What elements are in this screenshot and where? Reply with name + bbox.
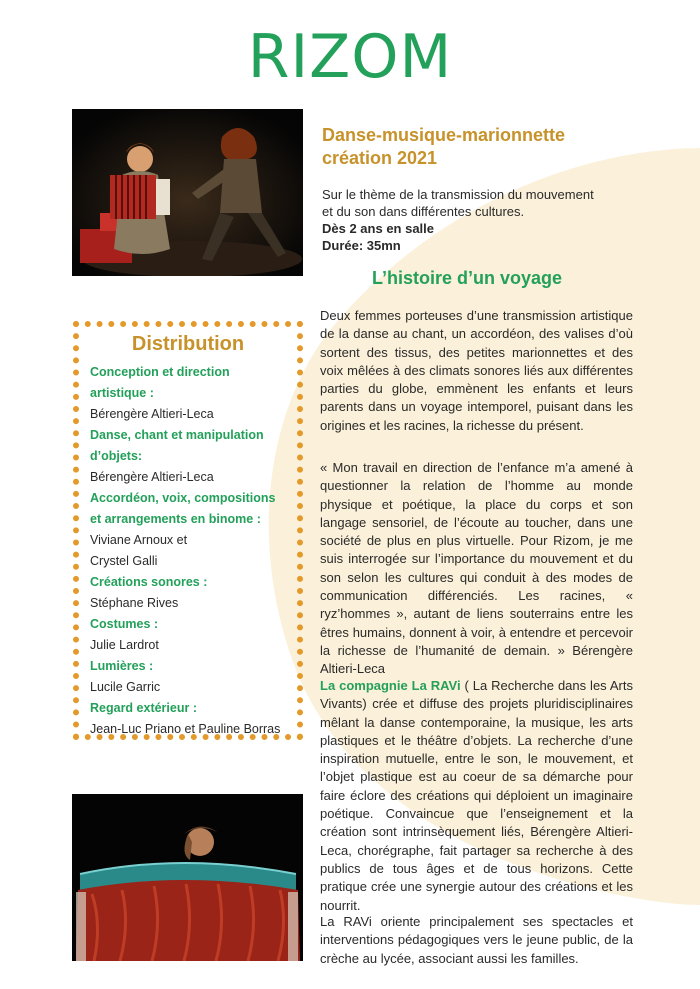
age-info: Dès 2 ans en salle: [322, 221, 435, 236]
performance-photo-fabric: [72, 794, 303, 961]
role-outside-eye: Regard extérieur :: [90, 701, 197, 715]
paragraph-intro: Deux femmes porteuses d’une transmission artistique de la danse au chant, un accordéon, des valises d’où sortent des tissus, des petites marionnettes et des voix mêlées à des climats sonores liés aux différentes parties du globe, emmènent les enfants et leurs parents dans un voyage intemporel, puisant dans les origines et les racines, la richesse du présent.: [320, 308, 633, 433]
subtitle-line-1: Danse-musique-marionnette: [322, 125, 566, 145]
role-costumes: Costumes :: [90, 617, 159, 631]
company-description: ( La Recherche dans les Arts Vivants) crée et diffuse des projets pluridisciplinaires mêlant la danse contemporaine, la musique, les arts plastiques et le théâtre d’objets. La recherche d’une inspiration mutuelle, entre le son, le mouvement, et l’objet plastique est au coeur de sa démarche pour faire éclore des créations qui déploient un imaginaire poétique. Convaincue que l’enseignement et la création sont intrinsèquement liés, Bérengère Altieri-Leca, chorégraphe, fait partager sa recherche à des publics de tous âges et de tous horizons. Cette pratique crée une synergie autour des créations et les nourrit.: [320, 678, 633, 913]
paragraph-quote: « Mon travail en direction de l’enfance m’a amené à questionner la relation de l’homme au monde physique et poétique, la place du corps et son langage sensoriel, de l’écoute au toucher, dans une société de plus en plus virtuelle. Pour Rizom, je me suis interrogée sur l’importance du mouvement et du son selon les cultures qui conduit à des modes de communication différenciés. Les racines, « ryz’hommes », autant de liens souterrains entre les êtres humains, donnent à voir, à entendre et percevoir la richesse de l’humanité de demain. » Bérengère Altieri-Leca: [320, 460, 633, 677]
person-lights: Lucile Garric: [90, 680, 161, 694]
page-title: RIZOM: [247, 22, 453, 92]
person-conception: Bérengère Altieri-Leca: [90, 407, 214, 421]
role-lights: Lumières :: [90, 659, 154, 673]
role-dance-cont: d’objets:: [90, 449, 143, 463]
distribution-title: Distribution: [131, 333, 245, 355]
role-conception: Conception et direction: [90, 365, 230, 379]
paragraph-company: [320, 677, 633, 915]
distribution-list: [90, 362, 302, 740]
person-outside-eye: Jean-Luc Priano et Pauline Borras: [90, 722, 281, 736]
theme-line-2: et du son dans différentes cultures.: [322, 204, 525, 219]
role-sound: Créations sonores :: [90, 575, 208, 589]
role-accordion-cont: et arrangements en binome :: [90, 512, 261, 526]
role-dance: Danse, chant et manipulation: [90, 428, 264, 442]
person-dance: Bérengère Altieri-Leca: [90, 470, 214, 484]
paragraph-audience: La RAVi oriente principalement ses spectacles et interventions pédagogiques vers le jeune public, de la crèche au lycée, associant aussi les familles.: [320, 914, 633, 966]
story-heading: L’histoire d’un voyage: [371, 268, 563, 288]
subtitle-line-2: création 2021: [322, 148, 438, 168]
duration-info: Durée: 35mn: [322, 238, 401, 253]
theme-block: [322, 186, 662, 254]
theme-line-1: Sur le thème de la transmission du mouvement: [322, 187, 594, 202]
company-name: La compagnie La RAVi: [320, 678, 461, 693]
role-conception-cont: artistique :: [90, 386, 154, 400]
person-accordion-1: Viviane Arnoux et: [90, 533, 188, 547]
role-accordion: Accordéon, voix, compositions: [90, 491, 276, 505]
person-accordion-2: Crystel Galli: [90, 554, 158, 568]
person-sound: Stéphane Rives: [90, 596, 179, 610]
distribution-box: [73, 321, 303, 740]
person-costumes: Julie Lardrot: [90, 638, 159, 652]
performance-photo-accordion: [72, 109, 303, 276]
subtitle: [322, 124, 565, 170]
